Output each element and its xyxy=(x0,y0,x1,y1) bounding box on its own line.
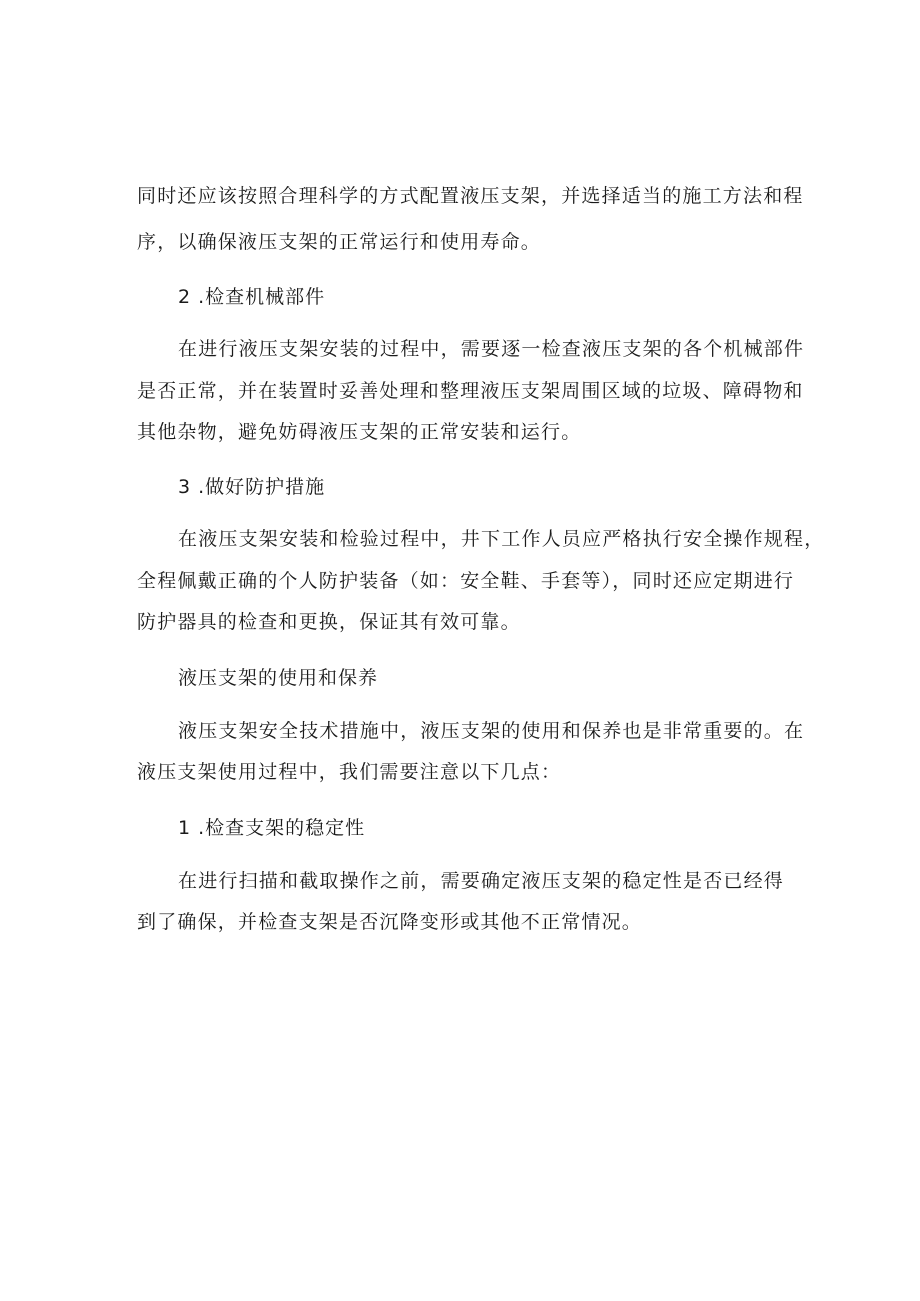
section-heading-3: 3 .做好防护措施 xyxy=(178,476,326,498)
paragraph-line: 液压支架安全技术措施中，液压支架的使用和保养也是非常重要的。在 xyxy=(178,720,805,742)
paragraph-line: 在进行液压支架安装的过程中，需要逐一检查液压支架的各个机械部件 xyxy=(178,338,805,360)
paragraph-line: 同时还应该按照合理科学的方式配置液压支架，并选择适当的施工方法和程 xyxy=(137,185,804,207)
paragraph-line: 其他杂物，避免妨碍液压支架的正常安装和运行。 xyxy=(137,421,582,443)
paragraph-line: 在液压支架安装和检验过程中，井下工作人员应严格执行安全操作规程， xyxy=(178,528,825,550)
paragraph-line: 序，以确保液压支架的正常运行和使用寿命。 xyxy=(137,231,542,253)
paragraph-line: 液压支架使用过程中，我们需要注意以下几点： xyxy=(137,761,562,783)
paragraph-line: 全程佩戴正确的个人防护装备（如：安全鞋、手套等），同时还应定期进行 xyxy=(137,570,795,592)
paragraph-line: 在进行扫描和截取操作之前，需要确定液压支架的稳定性是否已经得 xyxy=(178,870,785,892)
section-title: 液压支架的使用和保养 xyxy=(178,667,379,689)
paragraph-line: 是否正常，并在装置时妥善处理和整理液压支架周围区域的垃圾、障碍物和 xyxy=(137,380,804,402)
section-heading-2: 2 .检查机械部件 xyxy=(178,286,326,308)
paragraph-line: 到了确保，并检查支架是否沉降变形或其他不正常情况。 xyxy=(137,911,643,933)
paragraph-line: 防护器具的检查和更换，保证其有效可靠。 xyxy=(137,611,521,633)
section-heading-1: 1 .检查支架的稳定性 xyxy=(178,817,366,839)
